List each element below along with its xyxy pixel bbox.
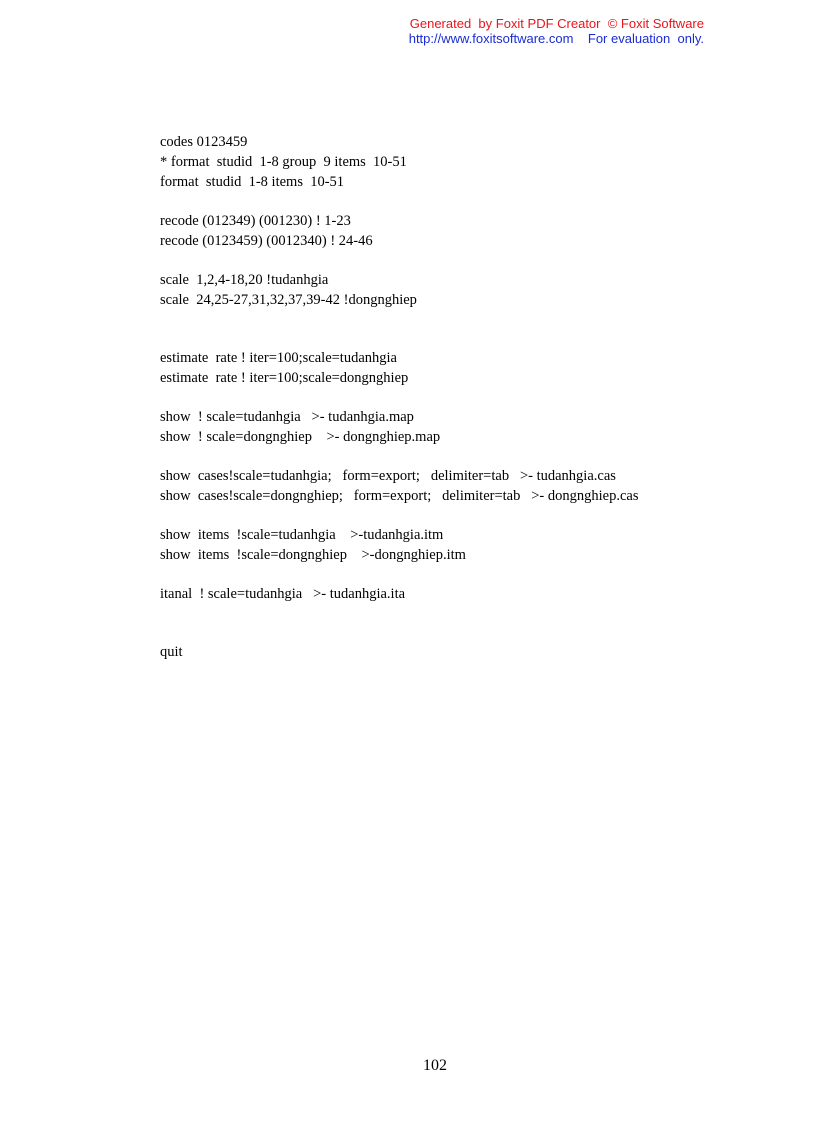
code-line: format studid 1-8 items 10-51 [160, 174, 345, 190]
code-line: show ! scale=tudanhgia >- tudanhgia.map [160, 409, 414, 425]
blank-line [160, 192, 760, 211]
page-number: 102 [423, 1057, 447, 1074]
blank-line [160, 251, 760, 270]
watermark-generator-text: Generated by Foxit PDF Creator © Foxit Software [409, 16, 704, 31]
code-line: estimate rate ! iter=100;scale=tudanhgia [160, 350, 397, 366]
code-line: show cases!scale=tudanhgia; form=export; delimiter=tab >- tudanhgia.cas [160, 468, 616, 484]
code-line: * format studid 1-8 group 9 items 10-51 [160, 154, 407, 170]
code-line: estimate rate ! iter=100;scale=dongnghiep [160, 370, 409, 386]
blank-line [160, 565, 760, 584]
blank-line [160, 310, 760, 348]
code-line: show items !scale=dongnghiep >-dongnghiep.itm [160, 547, 466, 563]
blank-line [160, 388, 760, 407]
code-line: recode (0123459) (0012340) ! 24-46 [160, 233, 373, 249]
code-line: scale 24,25-27,31,32,37,39-42 !dongnghiep [160, 292, 417, 308]
code-line: quit [160, 644, 183, 660]
watermark-url-text: http://www.foxitsoftware.com For evaluation only. [408, 31, 704, 46]
code-line: show items !scale=tudanhgia >-tudanhgia.itm [160, 527, 444, 543]
code-line: show cases!scale=dongnghiep; form=export; delimiter=tab >- dongnghiep.cas [160, 488, 639, 504]
foxit-watermark [409, 16, 704, 46]
code-line: recode (012349) (001230) ! 1-23 [160, 213, 351, 229]
blank-line [160, 604, 760, 642]
code-line: show ! scale=dongnghiep >- dongnghiep.map [160, 429, 441, 445]
code-listing [160, 132, 760, 662]
code-line: codes 0123459 [160, 134, 248, 150]
code-line: itanal ! scale=tudanhgia >- tudanhgia.ita [160, 586, 406, 602]
blank-line [160, 447, 760, 466]
blank-line [160, 506, 760, 525]
code-line: scale 1,2,4-18,20 !tudanhgia [160, 272, 329, 288]
